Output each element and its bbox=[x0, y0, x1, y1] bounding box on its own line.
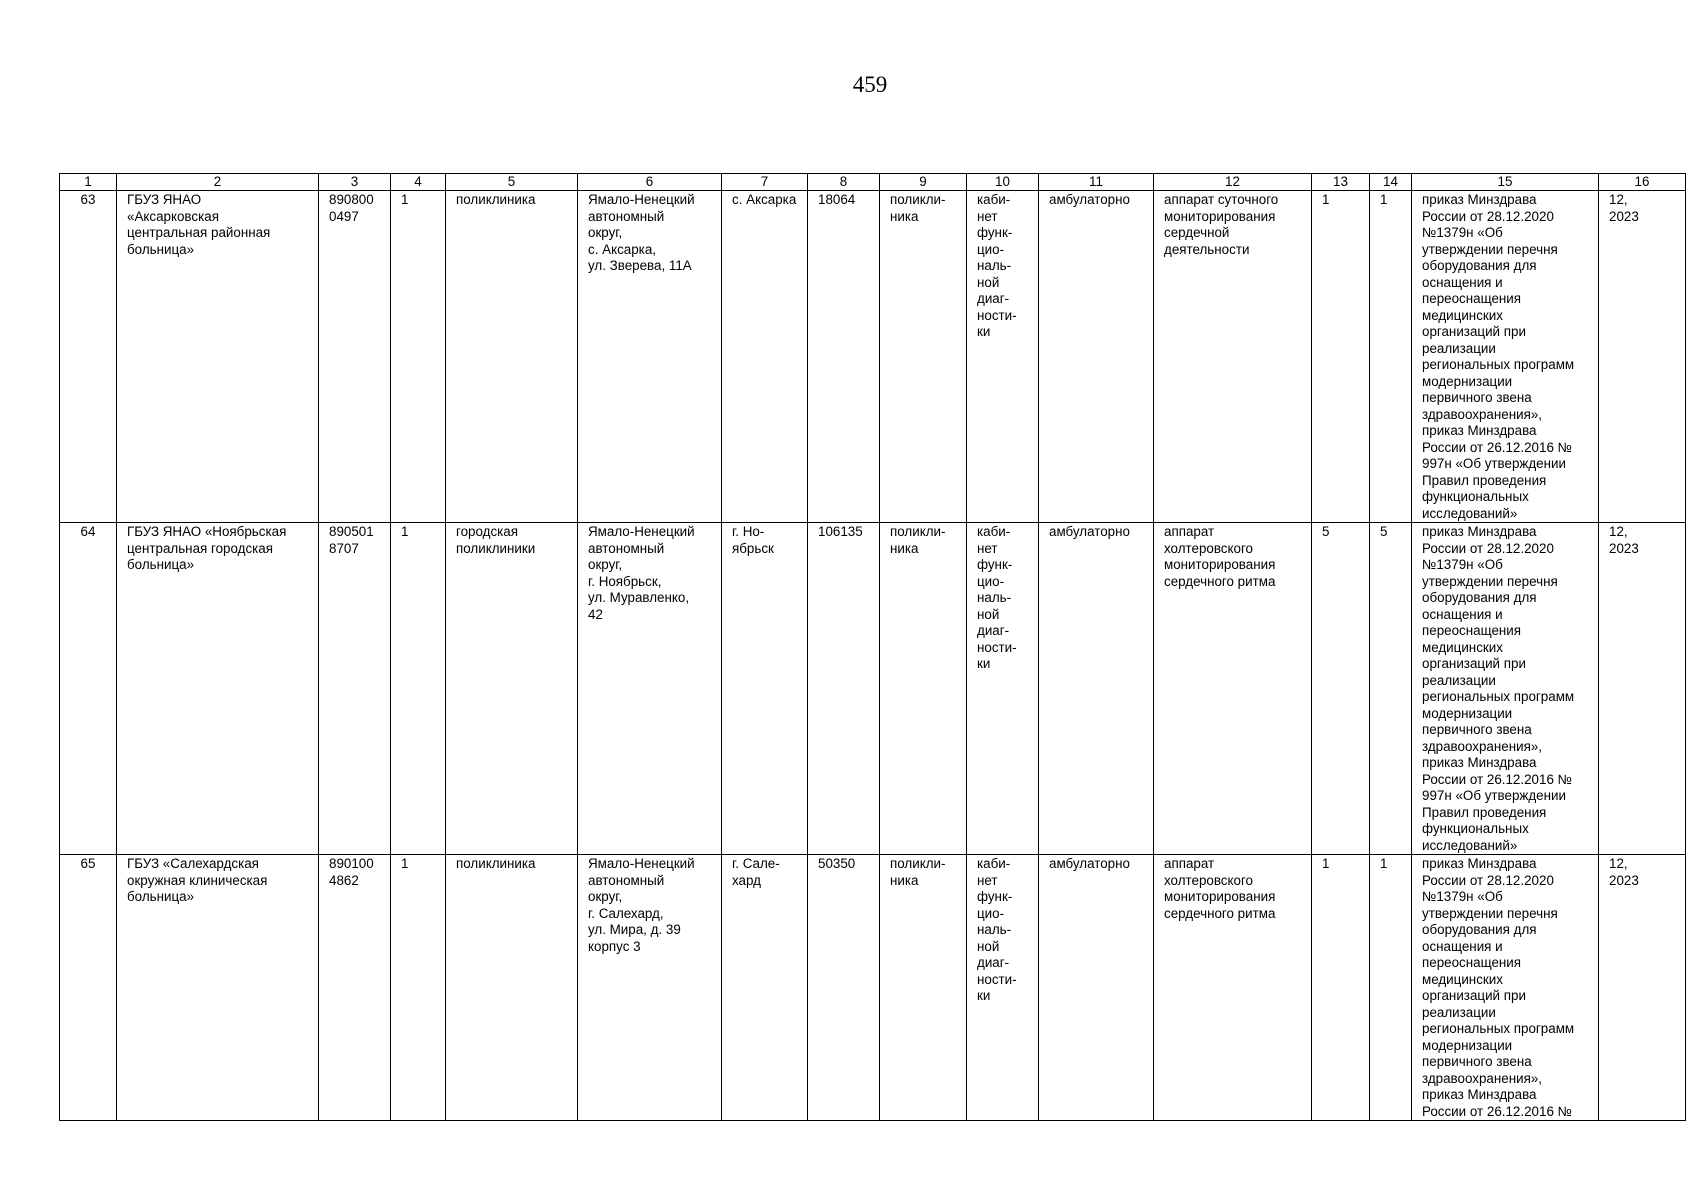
table-cell: 1 bbox=[1370, 855, 1412, 1121]
regulation-cell: приказ Минздрава России от 28.12.2020 №1379н «Об утверждении перечня оборудования для оснащения и переоснащения медицинских организаций при реализации региональных программ модернизации первичного звена здравоохранения», приказ Минздрава России от 26.12.2016 № 997н «Об утверждении Правил проведения функциональных исследований» bbox=[1412, 523, 1599, 855]
table-cell: каби- нет функ- цио- наль- ной диаг- ности- ки bbox=[967, 523, 1039, 855]
code-cell: 890501 8707 bbox=[319, 523, 391, 855]
header-cell: 3 bbox=[319, 174, 391, 191]
row-number-cell: 64 bbox=[60, 523, 117, 855]
table-cell: амбулаторно bbox=[1039, 855, 1154, 1121]
address-cell: Ямало-Ненецкий автономный округ, г. Салехард, ул. Мира, д. 39 корпус 3 bbox=[578, 855, 722, 1121]
institution-cell: ГБУЗ ЯНАО «Аксарковская центральная районная больница» bbox=[117, 191, 319, 523]
header-cell: 9 bbox=[880, 174, 967, 191]
settlement-cell: г. Сале- хард bbox=[722, 855, 808, 1121]
table-header-row bbox=[60, 174, 1686, 191]
institution-cell: ГБУЗ «Салехардская окружная клиническая больница» bbox=[117, 855, 319, 1121]
table-cell: каби- нет функ- цио- наль- ной диаг- ности- ки bbox=[967, 855, 1039, 1121]
date-cell: 12, 2023 bbox=[1599, 191, 1686, 523]
code-cell: 890800 0497 bbox=[319, 191, 391, 523]
header-cell: 15 bbox=[1412, 174, 1599, 191]
equipment-cell: аппарат суточного мониторирования сердечной деятельности bbox=[1154, 191, 1312, 523]
table-row bbox=[60, 855, 1686, 1121]
header-cell: 12 bbox=[1154, 174, 1312, 191]
row-number-cell: 65 bbox=[60, 855, 117, 1121]
table-row bbox=[60, 191, 1686, 523]
equipment-cell: аппарат холтеровского мониторирования сердечного ритма bbox=[1154, 523, 1312, 855]
header-cell: 14 bbox=[1370, 174, 1412, 191]
table-row bbox=[60, 523, 1686, 855]
table-cell: поликлиника bbox=[446, 855, 578, 1121]
header-cell: 6 bbox=[578, 174, 722, 191]
row-number-cell: 63 bbox=[60, 191, 117, 523]
table-cell: поликлиника bbox=[446, 191, 578, 523]
regulation-cell: приказ Минздрава России от 28.12.2020 №1379н «Об утверждении перечня оборудования для оснащения и переоснащения медицинских организаций при реализации региональных программ модернизации первичного звена здравоохранения», приказ Минздрава России от 26.12.2016 № bbox=[1412, 855, 1599, 1121]
institution-cell: ГБУЗ ЯНАО «Ноябрьская центральная городская больница» bbox=[117, 523, 319, 855]
table-cell: 5 bbox=[1312, 523, 1370, 855]
header-cell: 8 bbox=[808, 174, 880, 191]
table-cell: 50350 bbox=[808, 855, 880, 1121]
header-cell: 1 bbox=[60, 174, 117, 191]
header-cell: 13 bbox=[1312, 174, 1370, 191]
table-cell: 1 bbox=[1370, 191, 1412, 523]
table-cell: 1 bbox=[391, 855, 446, 1121]
address-cell: Ямало-Ненецкий автономный округ, г. Ноябрьск, ул. Муравленко, 42 bbox=[578, 523, 722, 855]
header-cell: 10 bbox=[967, 174, 1039, 191]
header-cell: 5 bbox=[446, 174, 578, 191]
table-cell: 1 bbox=[391, 523, 446, 855]
header-cell: 2 bbox=[117, 174, 319, 191]
table-cell: поликли- ника bbox=[880, 855, 967, 1121]
table-cell: 18064 bbox=[808, 191, 880, 523]
code-cell: 890100 4862 bbox=[319, 855, 391, 1121]
header-cell: 7 bbox=[722, 174, 808, 191]
header-cell: 11 bbox=[1039, 174, 1154, 191]
table-cell: поликли- ника bbox=[880, 191, 967, 523]
table-cell: 1 bbox=[1312, 191, 1370, 523]
table-cell: поликли- ника bbox=[880, 523, 967, 855]
equipment-cell: аппарат холтеровского мониторирования сердечного ритма bbox=[1154, 855, 1312, 1121]
address-cell: Ямало-Ненецкий автономный округ, с. Аксарка, ул. Зверева, 11А bbox=[578, 191, 722, 523]
equipment-table bbox=[59, 173, 1686, 1121]
table-cell: каби- нет функ- цио- наль- ной диаг- ности- ки bbox=[967, 191, 1039, 523]
header-cell: 16 bbox=[1599, 174, 1686, 191]
table-cell: 106135 bbox=[808, 523, 880, 855]
page-number: 459 bbox=[852, 72, 888, 97]
date-cell: 12, 2023 bbox=[1599, 855, 1686, 1121]
table-cell: 5 bbox=[1370, 523, 1412, 855]
settlement-cell: г. Но- ябрьск bbox=[722, 523, 808, 855]
table-cell: 1 bbox=[1312, 855, 1370, 1121]
header-cell: 4 bbox=[391, 174, 446, 191]
table-cell: 1 bbox=[391, 191, 446, 523]
table-cell: амбулаторно bbox=[1039, 191, 1154, 523]
table-cell: амбулаторно bbox=[1039, 523, 1154, 855]
settlement-cell: с. Аксарка bbox=[722, 191, 808, 523]
table-cell: городская поликлиники bbox=[446, 523, 578, 855]
regulation-cell: приказ Минздрава России от 28.12.2020 №1379н «Об утверждении перечня оборудования для оснащения и переоснащения медицинских организаций при реализации региональных программ модернизации первичного звена здравоохранения», приказ Минздрава России от 26.12.2016 № 997н «Об утверждении Правил проведения функциональных исследований» bbox=[1412, 191, 1599, 523]
date-cell: 12, 2023 bbox=[1599, 523, 1686, 855]
